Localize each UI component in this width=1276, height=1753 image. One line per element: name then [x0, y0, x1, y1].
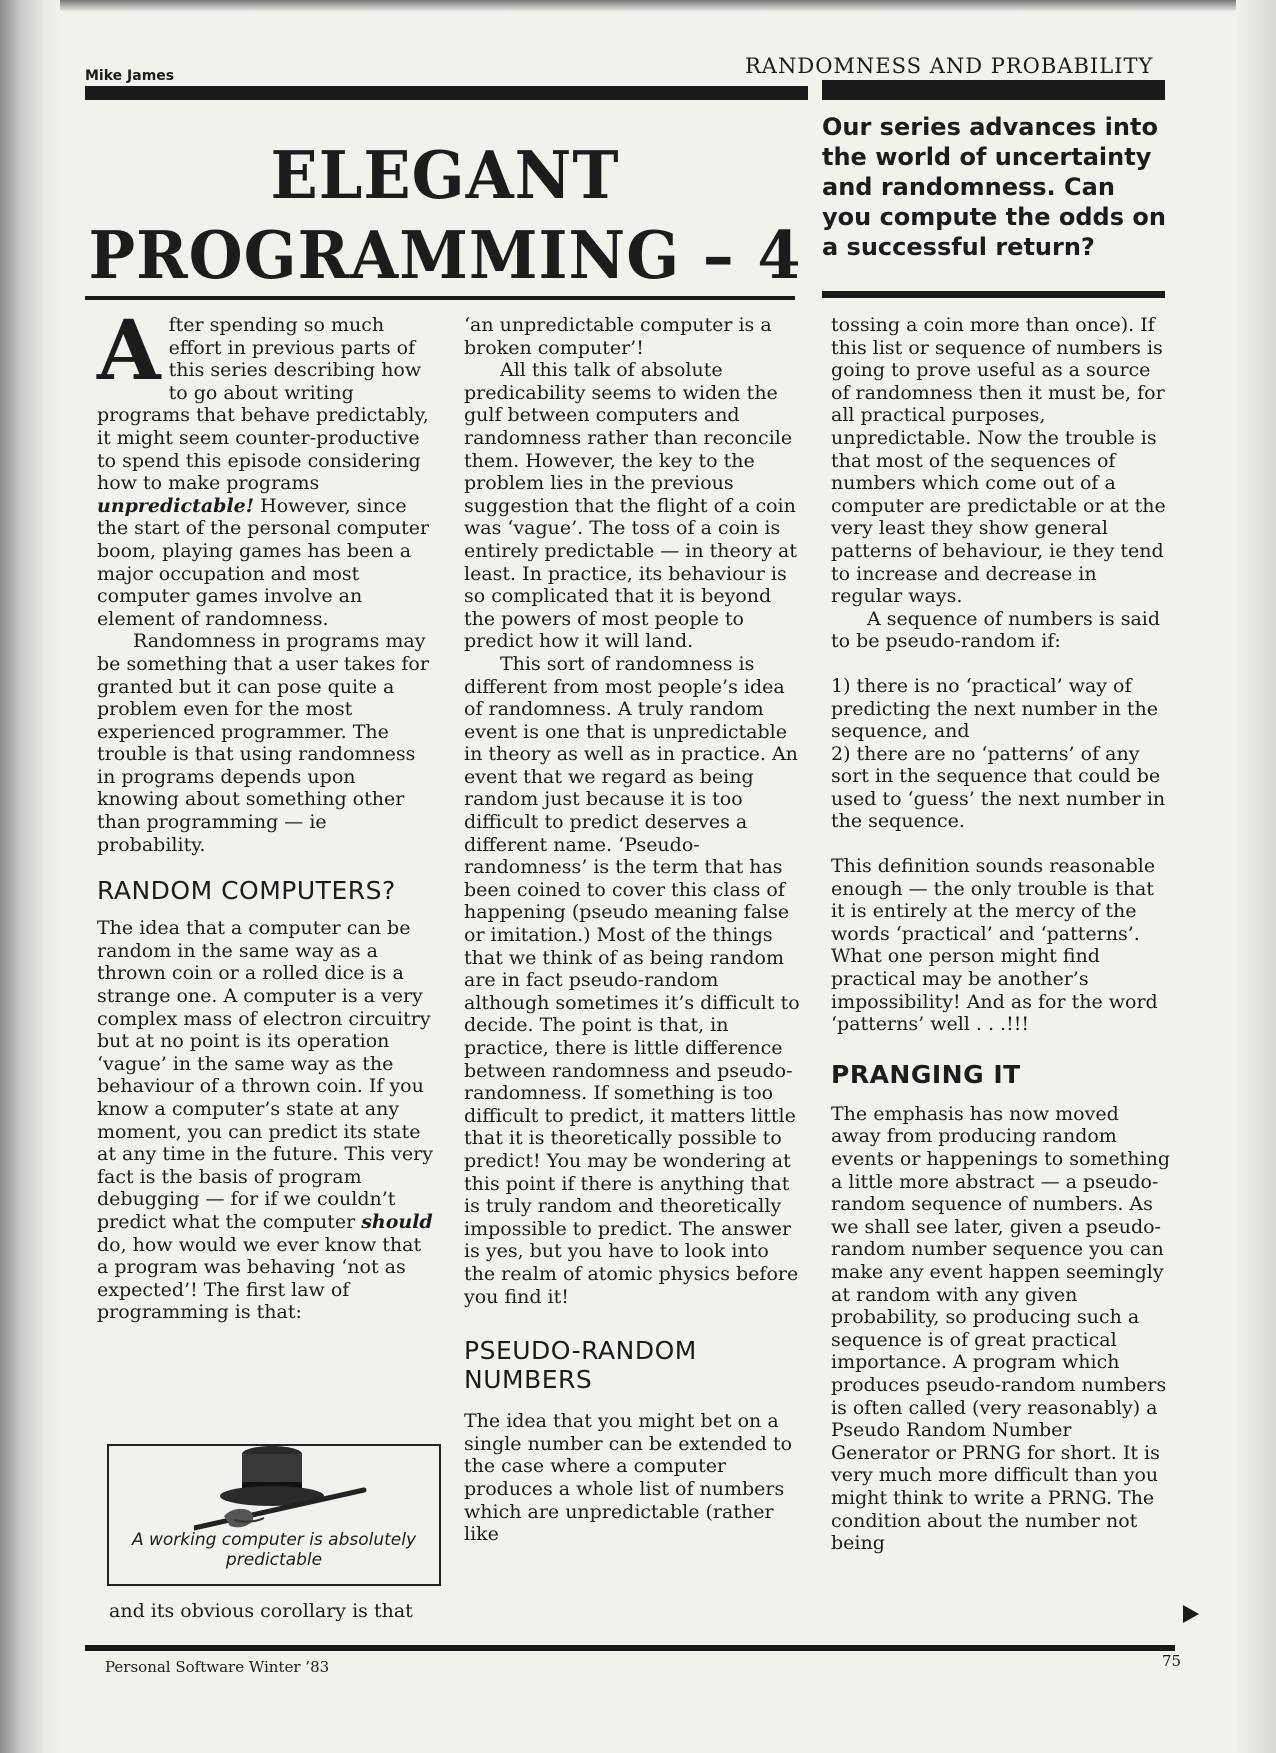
col2-paragraph-3: This sort of randomness is different from most people’s idea of randomness. A truly random event is one that is unpredictable in theory as well as in practice. An event that we regard as being random just because it is too difficult to predict deserves a different name. ‘Pseudo-randomness’ is the term that has been coined to cover this class of happening (pseudo meaning false or imitation.) Most of the things that we think of as being random are in fact pseudo-random although sometimes it’s difficult to decide. The point is that, in practice, there is little difference between randomness and pseudo-randomness. If something is too difficult to predict, it matters little that it is theoretically possible to predict! You may be wondering at this point if there is anything that is truly random and theoretically impossible to predict. The answer is yes, but you have to look into the realm of atomic physics before you find it!	[464, 652, 800, 1308]
illustration-box	[107, 1444, 441, 1586]
definition-item-2: 2) there are no ‘patterns’ of any sort in the sequence that could be used to ‘guess’ the next number in the sequence.	[831, 742, 1166, 833]
col3-paragraph-4: The emphasis has now moved away from producing random events or happenings to something a little more abstract — a pseudo-random sequence of numbers. As we shall see later, given a pseudo-random number sequence you can make any event happen seemingly at random with any given probability, so producing such a sequence is of great practical importance. A program which produces pseudo-random numbers is often called (very reasonably) a Pseudo Random Number Generator or PRNG for short. It is very much more difficult than you might think to write a PRNG. The condition about the number not being	[831, 1102, 1170, 1555]
author-name: Mike James	[85, 68, 175, 84]
column-1	[97, 303, 437, 1324]
col3-paragraph-1: tossing a coin more than once). If this list or sequence of numbers is going to prove useful as a source of randomness then it must be, for all practical purposes, unpredictable. Now the trouble is that most of the sequences of numbers which come out of a computer are predictable or at the very least they show general patterns of behaviour, ie they tend to increase and decrease in regular ways.	[831, 314, 1166, 608]
illustration-caption: A working computer is absolutely predictable	[131, 1530, 417, 1570]
col2-paragraph-4: The idea that you might bet on a single number can be extended to the case where a computer produces a whole list of numbers which are unpredictable (rather like	[464, 1410, 793, 1546]
publication-name: Personal Software Winter ’83	[105, 1658, 330, 1676]
headline-line-1: ELEGANT	[270, 137, 620, 214]
col1-paragraph-4: and its obvious corollary is that	[109, 1600, 413, 1622]
binding-shadow	[0, 0, 60, 1753]
col1-p1-text: fter spending so much effort in previous parts of this series describing how to go about writing programs that behave predictably, it might seem counter-productive to spend this episode considering how to make programs	[97, 314, 429, 495]
heading-pranging-it: PRANGING IT	[831, 1059, 1021, 1089]
top-rule-left	[85, 86, 808, 100]
standfirst: Our series advances into the world of uncertainty and randomness. Can you compute the odds on a successful return?	[822, 113, 1166, 261]
heading-pseudo-random-numbers: PSEUDO-RANDOM NUMBERS	[464, 1336, 697, 1395]
definition-item-1: 1) there is no ‘practical’ way of predicting the next number in the sequence, and	[831, 674, 1159, 743]
col1-p3-text: The idea that a computer can be random in the same way as a thrown coin or a rolled dice is a strange one. A computer is a very complex mass of electron circuitry but at no point is its operation ‘vague’ in the same way as the behaviour of a thrown coin. If you know a computer’s state at any moment, you can predict its state at any time in the future. This very fact is the basis of program debugging — for if we couldn’t predict what the computer	[97, 917, 433, 1233]
column-2	[464, 314, 804, 1546]
top-rule-right	[822, 80, 1165, 100]
article-headline	[85, 136, 805, 296]
col1-p3-emphasis: should	[361, 1210, 433, 1233]
col3-paragraph-3: This definition sounds reasonable enough — the only trouble is that it is entirely at the mercy of the words ‘practical’ and ‘patterns’. What one person might find practical may be another’s impossibility! And as for the word ‘patterns’ well . . .!!!	[831, 855, 1158, 1036]
section-title: RANDOMNESS AND PROBABILITY	[745, 54, 1154, 78]
page-number: 75	[1162, 1652, 1182, 1670]
heading-random-computers: RANDOM COMPUTERS?	[97, 876, 396, 906]
headline-line-2: PROGRAMMING – 4	[88, 217, 802, 294]
col1-p1-text-end: However, since the start of the personal computer boom, playing games has been a major occupation and most computer games involve an element of randomness.	[97, 494, 430, 630]
top-edge-shadow	[0, 0, 1276, 12]
col1-p3-text-end: do, how would we ever know that a program was behaving ‘not as expected’! The first law of programming is that:	[97, 1233, 422, 1324]
col1-paragraph-1	[97, 303, 437, 630]
col3-paragraph-2: A sequence of numbers is said to be pseudo-random if:	[831, 607, 1161, 653]
right-edge-shadow	[1236, 0, 1276, 1753]
col1-continuation	[109, 1600, 449, 1623]
continue-arrow-icon	[1183, 1605, 1199, 1623]
top-hat-illustration	[194, 1420, 374, 1540]
headline-rule-right	[822, 291, 1165, 298]
col1-p1-emphasis: unpredictable!	[97, 494, 255, 517]
col2-paragraph-2: All this talk of absolute predicability seems to widen the gulf between computers and randomness rather than reconcile them. However, the key to the problem lies in the previous suggestion that the flight of a coin was ‘vague’. The toss of a coin is entirely predictable — in theory at least. In practice, its behaviour is so complicated that it is beyond the powers of most people to predict how it will land.	[464, 359, 797, 653]
column-3	[831, 314, 1171, 1555]
headline-rule-left	[85, 296, 795, 300]
drop-cap: A	[97, 303, 161, 399]
col1-paragraph-3	[97, 917, 437, 1324]
col1-paragraph-2: Randomness in programs may be something that a user takes for granted but it can pose quite a problem even for the most experienced programmer. The trouble is that using randomness in programs depends upon knowing about something other than programming — ie probability.	[97, 630, 429, 856]
footer-rule	[85, 1645, 1175, 1651]
col2-paragraph-1: ‘an unpredictable computer is a broken computer’!	[464, 314, 772, 359]
